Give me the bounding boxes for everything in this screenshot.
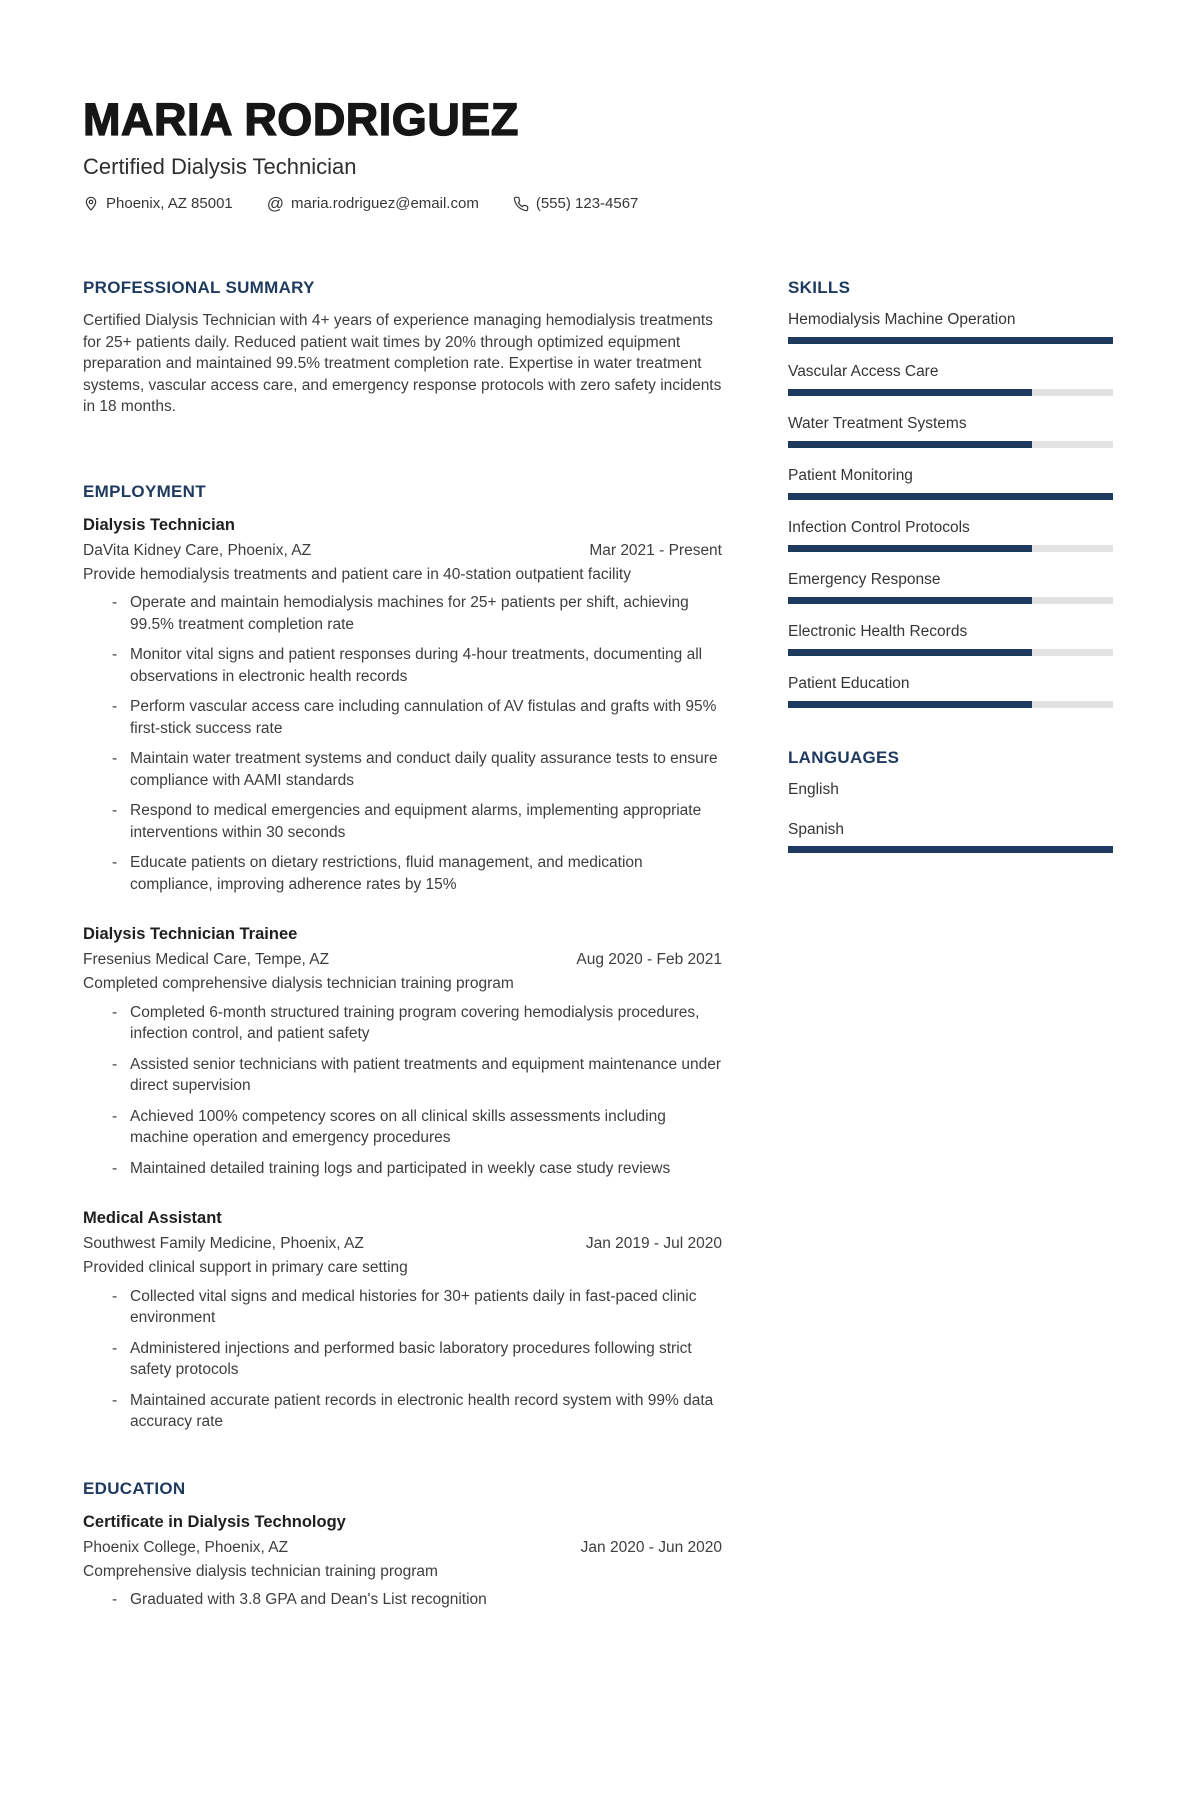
skill-bar-fill xyxy=(788,389,1032,396)
job-title: Medical Assistant xyxy=(83,1209,222,1228)
bullet-item: - Maintain water treatment systems and conduct daily quality assurance tests to ensure compliance with AAMI standards xyxy=(83,748,722,791)
language-item xyxy=(788,780,1113,800)
skill-name: Infection Control Protocols xyxy=(788,519,970,537)
phone-icon xyxy=(513,196,529,212)
employment-heading: EMPLOYMENT xyxy=(83,481,206,501)
degree-title: Certificate in Dialysis Technology xyxy=(83,1512,346,1531)
bullet-item: - Collected vital signs and medical histories for 30+ patients daily in fast-paced clinic environment xyxy=(83,1286,722,1329)
language-bar xyxy=(788,846,1113,853)
bullet-item: - Maintained detailed training logs and participated in weekly case study reviews xyxy=(83,1158,722,1180)
skills-heading: SKILLS xyxy=(788,278,851,298)
job-title: Dialysis Technician Trainee xyxy=(83,925,298,944)
skill-item xyxy=(788,674,1113,708)
skill-bar xyxy=(788,493,1113,500)
job-entry xyxy=(83,923,722,1179)
job-bullet-list xyxy=(83,1286,722,1433)
school-name: Phoenix College, Phoenix, AZ xyxy=(83,1538,289,1556)
skill-bar-fill xyxy=(788,649,1032,656)
job-bullet-list xyxy=(83,1002,722,1180)
education-meta-row xyxy=(83,1537,722,1558)
section-professional-summary xyxy=(83,278,722,418)
bullet-item: - Administered injections and performed basic laboratory procedures following strict safety protocols xyxy=(83,1338,722,1381)
education-bullet-list xyxy=(83,1589,722,1611)
skill-item xyxy=(788,466,1113,500)
bullet-item: - Graduated with 3.8 GPA and Dean's List recognition xyxy=(83,1589,722,1611)
skill-bar-fill xyxy=(788,441,1032,448)
skill-bar xyxy=(788,337,1113,344)
job-company: Southwest Family Medicine, Phoenix, AZ xyxy=(83,1235,364,1253)
skill-bar xyxy=(788,545,1113,552)
skill-item xyxy=(788,570,1113,604)
contact-phone xyxy=(513,195,639,212)
email-text: maria.rodriguez@email.com xyxy=(291,195,479,213)
section-skills xyxy=(788,278,1113,708)
job-description: Provided clinical support in primary care setting xyxy=(83,1259,408,1277)
bullet-item: - Perform vascular access care including cannulation of AV fistulas and grafts with 95% first-stick success rate xyxy=(83,696,722,739)
column-gap xyxy=(722,278,788,1620)
bullet-item: - Monitor vital signs and patient responses during 4-hour treatments, documenting all observations in electronic health records xyxy=(83,644,722,687)
skill-item xyxy=(788,622,1113,656)
skill-bar xyxy=(788,649,1113,656)
skill-bar xyxy=(788,701,1113,708)
job-dates: Aug 2020 - Feb 2021 xyxy=(576,951,722,969)
location-text: Phoenix, AZ 85001 xyxy=(106,195,233,213)
main-column xyxy=(83,278,722,1620)
language-bar-fill xyxy=(788,846,1113,853)
phone-text: (555) 123-4567 xyxy=(535,195,639,213)
email-at-icon: @ xyxy=(266,193,285,213)
job-dates: Jan 2019 - Jul 2020 xyxy=(585,1235,722,1253)
contact-location xyxy=(83,195,233,212)
summary-text: Certified Dialysis Technician with 4+ years of experience managing hemodialysis treatments for 25+ patients daily. Reduced patient wait times by 20% through optimized equipment preparation and maintained 99.5% treatment completion rate. Expertise in water treatment systems, vascular access care, and emergency response protocols with zero safety incidents in 18 months. xyxy=(83,312,722,416)
bullet-item: - Achieved 100% competency scores on all clinical skills assessments including machine operation and emergency procedures xyxy=(83,1106,722,1149)
job-meta-row xyxy=(83,540,722,561)
skill-item xyxy=(788,310,1113,344)
job-meta-row xyxy=(83,949,722,970)
section-employment xyxy=(83,482,722,1433)
language-item xyxy=(788,820,1113,853)
resume-header xyxy=(83,96,1113,212)
skill-bar xyxy=(788,441,1113,448)
education-heading: EDUCATION xyxy=(83,1478,186,1498)
skill-name: Patient Education xyxy=(788,675,910,693)
skill-name: Hemodialysis Machine Operation xyxy=(788,311,1016,329)
job-description: Completed comprehensive dialysis technician training program xyxy=(83,975,514,993)
bullet-item: - Educate patients on dietary restrictions, fluid management, and medication compliance, improving adherence rates by 15% xyxy=(83,852,722,895)
location-pin-icon xyxy=(83,196,99,212)
candidate-name: MARIA RODRIGUEZ xyxy=(83,94,519,145)
job-company: Fresenius Medical Care, Tempe, AZ xyxy=(83,951,330,969)
job-entry xyxy=(83,514,722,896)
bullet-item: - Completed 6-month structured training program covering hemodialysis procedures, infection control, and patient safety xyxy=(83,1002,722,1045)
skill-bar-fill xyxy=(788,493,1113,500)
skill-item xyxy=(788,518,1113,552)
bullet-item: - Operate and maintain hemodialysis machines for 25+ patients per shift, achieving 99.5% treatment completion rate xyxy=(83,592,722,635)
skill-name: Electronic Health Records xyxy=(788,623,968,641)
skill-bar xyxy=(788,389,1113,396)
bullet-item: - Maintained accurate patient records in electronic health record system with 99% data accuracy rate xyxy=(83,1390,722,1433)
contact-row xyxy=(83,195,1113,212)
job-entry xyxy=(83,1207,722,1433)
bullet-item: - Assisted senior technicians with patient treatments and equipment maintenance under direct supervision xyxy=(83,1054,722,1097)
job-meta-row xyxy=(83,1233,722,1254)
education-entry xyxy=(83,1511,722,1611)
section-education xyxy=(83,1479,722,1611)
language-name: English xyxy=(788,781,839,799)
job-bullet-list xyxy=(83,592,722,895)
skill-bar-fill xyxy=(788,337,1113,344)
education-dates: Jan 2020 - Jun 2020 xyxy=(580,1538,722,1556)
skill-name: Emergency Response xyxy=(788,571,941,589)
education-description: Comprehensive dialysis technician training program xyxy=(83,1562,438,1580)
skill-name: Patient Monitoring xyxy=(788,467,913,485)
sidebar-column xyxy=(788,278,1113,1620)
resume-page xyxy=(0,96,1200,1620)
skill-bar-fill xyxy=(788,545,1032,552)
skill-item xyxy=(788,362,1113,396)
skill-item xyxy=(788,414,1113,448)
job-company: DaVita Kidney Care, Phoenix, AZ xyxy=(83,541,312,559)
two-column-body xyxy=(83,278,1113,1620)
skill-bar-fill xyxy=(788,597,1032,604)
job-description: Provide hemodialysis treatments and patient care in 40-station outpatient facility xyxy=(83,565,631,583)
bullet-item: - Respond to medical emergencies and equipment alarms, implementing appropriate interventions within 30 seconds xyxy=(83,800,722,843)
skill-bar xyxy=(788,597,1113,604)
skill-bar-fill xyxy=(788,701,1032,708)
contact-email xyxy=(267,195,479,212)
skill-name: Water Treatment Systems xyxy=(788,415,967,433)
summary-heading: PROFESSIONAL SUMMARY xyxy=(83,278,315,298)
job-title: Dialysis Technician xyxy=(83,515,235,534)
section-languages xyxy=(788,748,1113,853)
candidate-job-title: Certified Dialysis Technician xyxy=(83,154,357,180)
language-name: Spanish xyxy=(788,821,845,839)
job-dates: Mar 2021 - Present xyxy=(589,541,722,559)
skill-name: Vascular Access Care xyxy=(788,363,939,381)
languages-heading: LANGUAGES xyxy=(788,748,900,768)
